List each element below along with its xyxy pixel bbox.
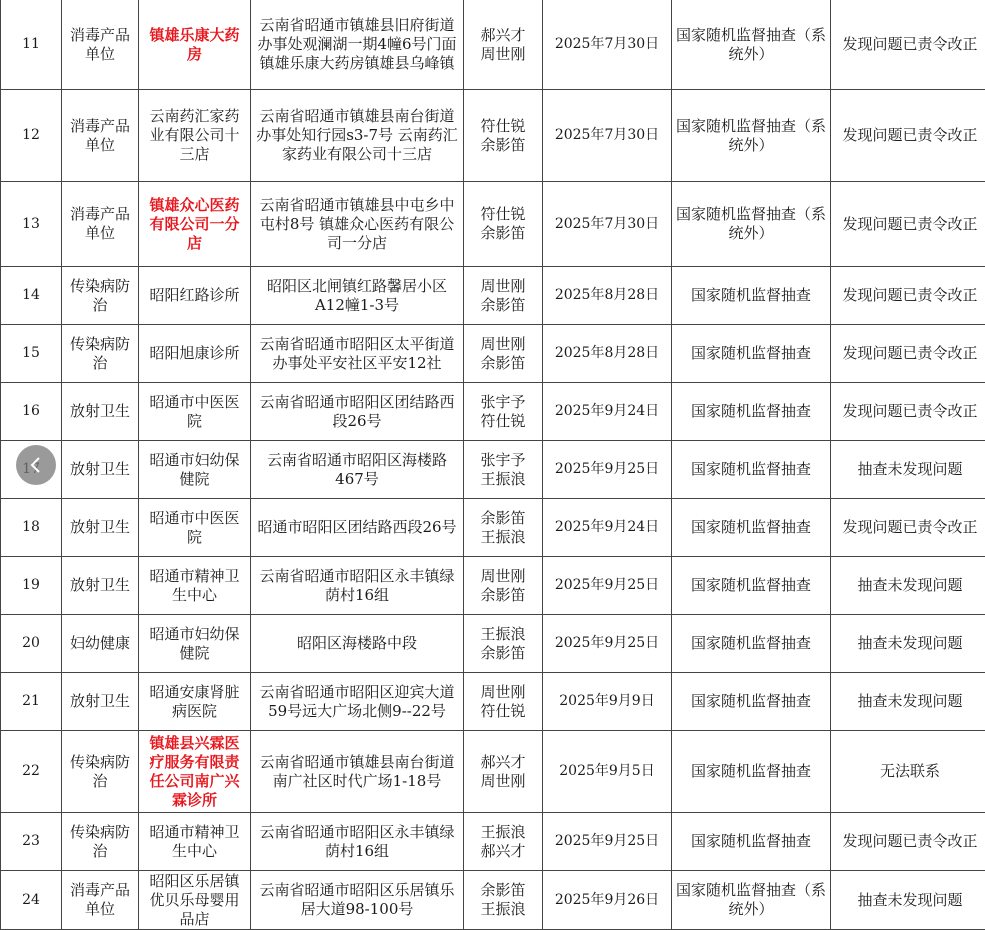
inspectors-cell	[464, 0, 543, 90]
table-row	[1, 871, 985, 930]
inspector-name: 郝兴才	[480, 25, 526, 44]
inspector-name: 周世刚	[480, 682, 526, 701]
unit-name-cell: 云南药汇家药业有限公司十三店	[139, 90, 251, 182]
inspector-name: 王振浪	[480, 822, 526, 841]
inspectors-cell	[464, 182, 543, 267]
prev-page-button[interactable]	[16, 445, 56, 485]
category-cell: 传染病防治	[62, 813, 139, 871]
inspector-name: 周世刚	[480, 771, 526, 790]
method-cell: 国家随机监督抽查	[672, 383, 831, 441]
method-cell: 国家随机监督抽查（系统外）	[672, 90, 831, 182]
table-row	[1, 267, 985, 325]
date-cell: 2025年9月5日	[543, 731, 672, 813]
inspectors-cell	[464, 90, 543, 182]
date-cell: 2025年7月30日	[543, 90, 672, 182]
category-cell: 传染病防治	[62, 325, 139, 383]
unit-name-cell: 昭通安康肾脏病医院	[139, 673, 251, 731]
category-cell: 放射卫生	[62, 383, 139, 441]
category-cell: 放射卫生	[62, 499, 139, 557]
unit-name-cell	[139, 0, 251, 90]
inspector-name: 郝兴才	[480, 841, 526, 860]
inspector-name: 王振浪	[480, 624, 526, 643]
result-cell: 发现问题已责令改正	[831, 267, 985, 325]
method-cell: 国家随机监督抽查（系统外）	[672, 182, 831, 267]
inspectors-cell	[464, 615, 543, 673]
table-row	[1, 615, 985, 673]
date-cell: 2025年9月26日	[543, 871, 672, 930]
result-cell: 发现问题已责令改正	[831, 90, 985, 182]
row-number: 15	[1, 325, 62, 383]
row-number: 11	[1, 0, 62, 90]
row-number: 22	[1, 731, 62, 813]
result-cell: 发现问题已责令改正	[831, 325, 985, 383]
result-cell: 抽查未发现问题	[831, 441, 985, 499]
date-cell: 2025年9月9日	[543, 673, 672, 731]
method-cell: 国家随机监督抽查	[672, 499, 831, 557]
address-cell: 云南省昭通市昭阳区海楼路467号	[251, 441, 464, 499]
inspectors-cell	[464, 813, 543, 871]
unit-name-cell: 昭阳区乐居镇优贝乐母婴用品店	[139, 871, 251, 930]
table-row	[1, 325, 985, 383]
inspector-name: 周世刚	[480, 276, 526, 295]
result-cell: 发现问题已责令改正	[831, 0, 985, 90]
inspector-name: 余影笛	[480, 135, 526, 154]
address-cell: 云南省昭通市镇雄县南台街道南广社区时代广场1-18号	[251, 731, 464, 813]
inspector-name: 余影笛	[480, 881, 526, 899]
row-number: 16	[1, 383, 62, 441]
inspector-name: 王振浪	[480, 900, 526, 918]
inspector-name: 符仕锐	[480, 205, 526, 223]
inspectors-cell	[464, 557, 543, 615]
table-row	[1, 383, 985, 441]
category-cell: 放射卫生	[62, 673, 139, 731]
address-cell: 云南省昭通市昭阳区永丰镇绿荫村16组	[251, 557, 464, 615]
category-cell: 传染病防治	[62, 731, 139, 813]
address-cell: 昭阳区海楼路中段	[251, 615, 464, 673]
address-cell: 云南省昭通市昭阳区团结路西段26号	[251, 383, 464, 441]
inspector-name: 周世刚	[480, 334, 526, 353]
row-number: 21	[1, 673, 62, 731]
inspector-name: 余影笛	[480, 508, 526, 527]
date-cell: 2025年9月25日	[543, 615, 672, 673]
unit-name-cell	[139, 182, 251, 267]
unit-name-cell: 昭通市妇幼保健院	[139, 441, 251, 499]
inspector-name: 符仕锐	[480, 116, 526, 135]
unit-name-cell: 昭通市精神卫生中心	[139, 813, 251, 871]
inspector-name: 余影笛	[480, 353, 526, 372]
row-number: 18	[1, 499, 62, 557]
unit-name-highlighted: 镇雄县兴霖医疗服务有限责任公司南广兴霖诊所	[149, 733, 240, 809]
method-cell: 国家随机监督抽查（系统外）	[672, 871, 831, 930]
category-cell: 消毒产品单位	[62, 871, 139, 930]
result-cell: 发现问题已责令改正	[831, 182, 985, 267]
row-number: 20	[1, 615, 62, 673]
inspector-name: 余影笛	[480, 585, 526, 604]
row-number: 19	[1, 557, 62, 615]
inspector-name: 余影笛	[480, 295, 526, 314]
date-cell: 2025年7月30日	[543, 0, 672, 90]
method-cell: 国家随机监督抽查	[672, 557, 831, 615]
unit-name-highlighted: 镇雄乐康大药房	[149, 25, 240, 63]
chevron-left-icon	[29, 456, 43, 474]
address-cell: 云南省昭通市昭阳区迎宾大道59号远大广场北侧9--22号	[251, 673, 464, 731]
date-cell: 2025年9月24日	[543, 499, 672, 557]
row-number: 23	[1, 813, 62, 871]
inspector-name: 王振浪	[480, 527, 526, 546]
method-cell: 国家随机监督抽查	[672, 267, 831, 325]
result-cell: 发现问题已责令改正	[831, 499, 985, 557]
result-cell: 发现问题已责令改正	[831, 813, 985, 871]
method-cell: 国家随机监督抽查	[672, 325, 831, 383]
row-number: 14	[1, 267, 62, 325]
inspectors-cell	[464, 441, 543, 499]
unit-name-cell	[139, 731, 251, 813]
inspector-name: 符仕锐	[480, 701, 526, 720]
address-cell: 昭阳区北闸镇红路馨居小区A12幢1-3号	[251, 267, 464, 325]
unit-name-cell: 昭阳红路诊所	[139, 267, 251, 325]
row-number: 12	[1, 90, 62, 182]
result-cell: 抽查未发现问题	[831, 673, 985, 731]
method-cell: 国家随机监督抽查	[672, 441, 831, 499]
result-cell: 抽查未发现问题	[831, 615, 985, 673]
method-cell: 国家随机监督抽查	[672, 615, 831, 673]
table-body	[1, 0, 985, 930]
address-cell: 云南省昭通市昭阳区太平街道办事处平安社区平安12社	[251, 325, 464, 383]
address-cell: 云南省昭通市昭阳区乐居镇乐居大道98-100号	[251, 871, 464, 930]
inspector-name: 郝兴才	[480, 752, 526, 771]
table-row	[1, 441, 985, 499]
date-cell: 2025年9月25日	[543, 557, 672, 615]
inspectors-cell	[464, 267, 543, 325]
method-cell: 国家随机监督抽查	[672, 731, 831, 813]
inspector-name: 符仕锐	[480, 411, 526, 430]
result-cell: 无法联系	[831, 731, 985, 813]
result-cell: 抽查未发现问题	[831, 871, 985, 930]
table-row	[1, 0, 985, 90]
date-cell: 2025年8月28日	[543, 267, 672, 325]
result-cell: 发现问题已责令改正	[831, 383, 985, 441]
category-cell: 消毒产品单位	[62, 90, 139, 182]
table-row	[1, 557, 985, 615]
date-cell: 2025年8月28日	[543, 325, 672, 383]
method-cell: 国家随机监督抽查（系统外）	[672, 0, 831, 90]
result-cell: 抽查未发现问题	[831, 557, 985, 615]
category-cell: 消毒产品单位	[62, 0, 139, 90]
date-cell: 2025年9月24日	[543, 383, 672, 441]
table-row	[1, 731, 985, 813]
inspector-name: 余影笛	[480, 643, 526, 662]
row-number: 13	[1, 182, 62, 267]
date-cell: 2025年9月25日	[543, 441, 672, 499]
inspectors-cell	[464, 731, 543, 813]
inspector-name: 周世刚	[480, 566, 526, 585]
address-cell: 云南省昭通市昭阳区永丰镇绿荫村16组	[251, 813, 464, 871]
table-row	[1, 182, 985, 267]
category-cell: 妇幼健康	[62, 615, 139, 673]
inspectors-cell	[464, 383, 543, 441]
table-row	[1, 813, 985, 871]
method-cell: 国家随机监督抽查	[672, 673, 831, 731]
method-cell: 国家随机监督抽查	[672, 813, 831, 871]
category-cell: 传染病防治	[62, 267, 139, 325]
inspectors-cell	[464, 499, 543, 557]
inspector-name: 周世刚	[480, 44, 526, 63]
row-number: 24	[1, 871, 62, 930]
unit-name-cell: 昭通市精神卫生中心	[139, 557, 251, 615]
unit-name-cell: 昭通市妇幼保健院	[139, 615, 251, 673]
date-cell: 2025年9月25日	[543, 813, 672, 871]
inspectors-cell	[464, 673, 543, 731]
inspector-name: 余影笛	[480, 224, 526, 242]
inspector-name: 张宇予	[480, 450, 526, 469]
address-cell: 云南省昭通市镇雄县南台街道办事处知行园s3-7号 云南药汇家药业有限公司十三店	[251, 90, 464, 182]
table-row	[1, 673, 985, 731]
table-row	[1, 90, 985, 182]
date-cell: 2025年7月30日	[543, 182, 672, 267]
address-cell: 云南省昭通市镇雄县旧府街道办事处观澜湖一期4幢6号门面 镇雄乐康大药房镇雄县乌峰镇	[251, 0, 464, 90]
unit-name-cell: 昭通市中医医院	[139, 499, 251, 557]
unit-name-cell: 昭阳旭康诊所	[139, 325, 251, 383]
category-cell: 放射卫生	[62, 441, 139, 499]
inspector-name: 王振浪	[480, 469, 526, 488]
unit-name-highlighted: 镇雄众心医药有限公司一分店	[149, 195, 240, 252]
unit-name-cell: 昭通市中医医院	[139, 383, 251, 441]
address-cell: 昭通市昭阳区团结路西段26号	[251, 499, 464, 557]
inspectors-cell	[464, 871, 543, 930]
inspector-name: 张宇予	[480, 392, 526, 411]
category-cell: 消毒产品单位	[62, 182, 139, 267]
category-cell: 放射卫生	[62, 557, 139, 615]
table-row	[1, 499, 985, 557]
address-cell: 云南省昭通市镇雄县中屯乡中屯村8号 镇雄众心医药有限公司一分店	[251, 182, 464, 267]
inspectors-cell	[464, 325, 543, 383]
